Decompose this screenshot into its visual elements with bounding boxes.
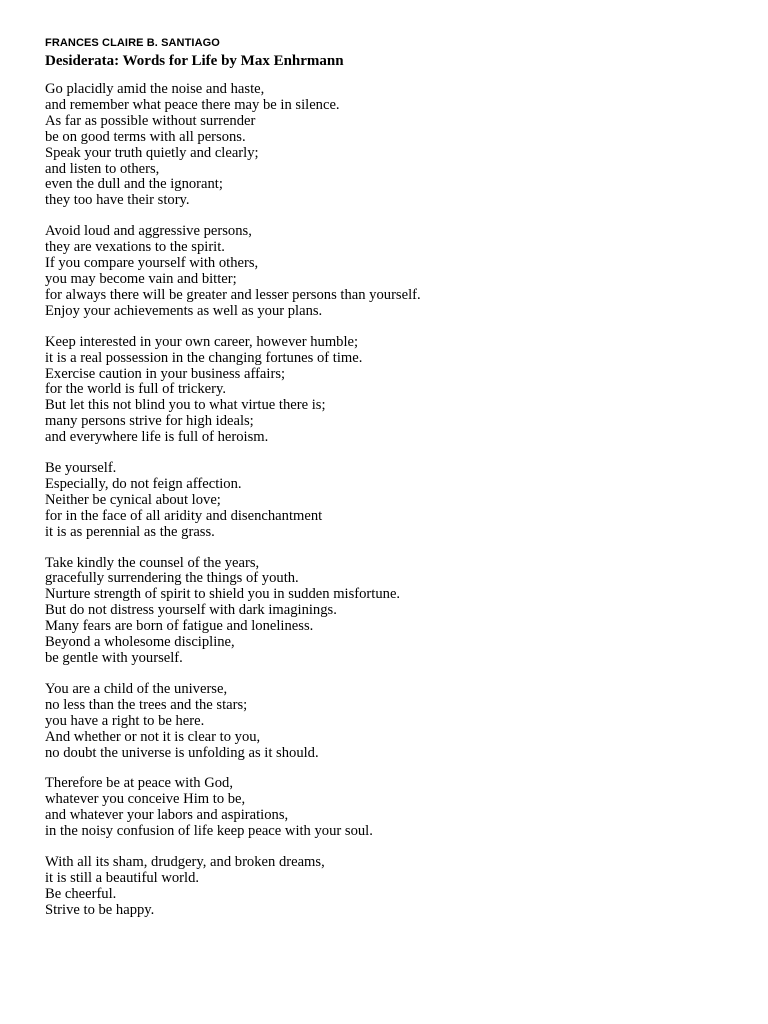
poem-line: Go placidly amid the noise and haste, (45, 81, 265, 97)
poem-line: for in the face of all aridity and disenchantment (45, 507, 323, 524)
poem-line: Beyond a wholesome discipline, (45, 634, 235, 651)
poem-line: you may become vain and bitter; (45, 270, 237, 287)
poem-line: they are vexations to the spirit. (45, 239, 225, 256)
poem-line: it is a real possession in the changing fortunes of time. (45, 349, 363, 366)
poem-stanza (45, 556, 745, 667)
poem-line: If you compare yourself with others, (45, 255, 259, 272)
poem-line: you have a right to be here. (45, 712, 205, 729)
poem-line: Nurture strength of spirit to shield you in sudden misfortune. (45, 586, 401, 603)
poem-line: and whatever your labors and aspirations, (45, 807, 289, 824)
poem-line: even the dull and the ignorant; (45, 176, 223, 193)
author-name: FRANCES CLAIRE B. SANTIAGO (45, 37, 220, 49)
document-page (45, 36, 745, 934)
poem-line: You are a child of the universe, (45, 680, 228, 697)
poem-line: Strive to be happy. (45, 901, 155, 918)
poem-stanza (45, 776, 745, 840)
poem-line: in the noisy confusion of life keep peace with your soul. (45, 823, 373, 840)
poem-line: and listen to others, (45, 160, 160, 177)
poem-line: Enjoy your achievements as well as your plans. (45, 302, 323, 319)
poem-stanza (45, 335, 745, 446)
poem-stanza (45, 855, 745, 919)
poem-line: for the world is full of trickery. (45, 381, 227, 398)
poem-line: Keep interested in your own career, however humble; (45, 333, 359, 350)
poem-line: for always there will be greater and lesser persons than yourself. (45, 286, 421, 303)
poem-line: and everywhere life is full of heroism. (45, 429, 269, 446)
poem-line: Take kindly the counsel of the years, (45, 554, 260, 571)
poem-line: Be cheerful. (45, 885, 117, 902)
poem-line: whatever you conceive Him to be, (45, 791, 246, 808)
poem-line: be gentle with yourself. (45, 650, 183, 666)
poem-line: be on good terms with all persons. (45, 128, 246, 145)
poem-line: But let this not blind you to what virtue there is; (45, 397, 326, 414)
poem-line: Especially, do not feign affection. (45, 475, 242, 492)
poem-line: they too have their story. (45, 192, 190, 209)
poem-line: Exercise caution in your business affairs; (45, 365, 286, 382)
poem-line: Therefore be at peace with God, (45, 775, 234, 792)
poem-stanza (45, 224, 745, 319)
poem-line: it is as perennial as the grass. (45, 523, 215, 540)
poem-line: Be yourself. (45, 460, 117, 477)
poem-line: Many fears are born of fatigue and loneliness. (45, 618, 314, 635)
poem-stanza (45, 461, 745, 541)
poem-line: And whether or not it is clear to you, (45, 728, 261, 745)
poem-line: But do not distress yourself with dark imaginings. (45, 602, 337, 619)
poem-line: and remember what peace there may be in silence. (45, 96, 340, 113)
poem-stanza (45, 682, 745, 762)
poem-line: no doubt the universe is unfolding as it should. (45, 744, 319, 761)
poem-line: many persons strive for high ideals; (45, 413, 254, 430)
poem-line: Speak your truth quietly and clearly; (45, 144, 259, 161)
poem-stanza (45, 82, 745, 209)
poem-line: no less than the trees and the stars; (45, 696, 248, 713)
poem-line: Neither be cynical about love; (45, 491, 221, 508)
poem-line: it is still a beautiful world. (45, 869, 200, 886)
poem-line: gracefully surrendering the things of youth. (45, 570, 299, 587)
poem-line: With all its sham, drudgery, and broken dreams, (45, 854, 325, 871)
document-title: Desiderata: Words for Life by Max Enhrmann (45, 53, 344, 69)
poem-body (45, 82, 745, 919)
poem-line: As far as possible without surrender (45, 112, 256, 129)
poem-line: Avoid loud and aggressive persons, (45, 223, 252, 240)
